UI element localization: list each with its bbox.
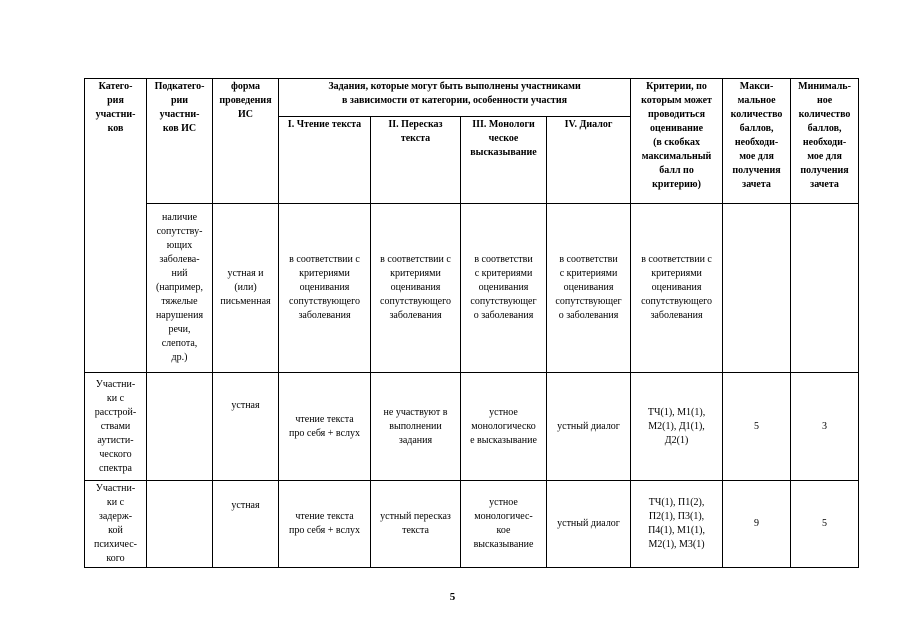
cell-form: устная и (или) письменная [213, 204, 279, 373]
cell-task-dialogue: устный диалог [547, 373, 631, 481]
assessment-table [84, 78, 859, 568]
cell-min-score: 5 [791, 481, 859, 568]
header-subcategory: Подкатего- рии участни- ков ИС [147, 79, 213, 204]
header-task-retelling: II. Пересказ текста [371, 117, 461, 204]
header-tasks-group: Задания, которые могут быть выполнены участниками в зависимости от категории, особенности участия [279, 79, 631, 117]
header-task-monologue: III. Монологи ческое высказывание [461, 117, 547, 204]
header-row-1 [85, 79, 859, 117]
cell-task-monologue: устное монологичес- кое высказывание [461, 481, 547, 568]
cell-min-score: 3 [791, 373, 859, 481]
cell-form: устная [213, 481, 279, 568]
cell-min-score [791, 204, 859, 373]
cell-criteria: ТЧ(1), М1(1), М2(1), Д1(1), Д2(1) [631, 373, 723, 481]
cell-task-dialogue: устный диалог [547, 481, 631, 568]
cell-task-reading: в соответствии с критериями оценивания сопутствующего заболевания [279, 204, 371, 373]
header-task-dialogue: IV. Диалог [547, 117, 631, 204]
cell-subcategory: наличие сопутству- ющих заболева- ний (например, тяжелые нарушения речи, слепота, др.) [147, 204, 213, 373]
table-row-autism [85, 373, 859, 481]
header-form: форма проведения ИС [213, 79, 279, 204]
cell-category: Участни- ки с задерж- кой психичес- кого [85, 481, 147, 568]
cell-task-retelling: устный пересказ текста [371, 481, 461, 568]
table-row-comorbidities [85, 204, 859, 373]
cell-category: Участни- ки с расстрой- ствами аутисти- ческого спектра [85, 373, 147, 481]
cell-criteria: в соответствии с критериями оценивания сопутствующего заболевания [631, 204, 723, 373]
header-task-reading: I. Чтение текста [279, 117, 371, 204]
header-criteria: Критерии, по которым может проводиться оценивание (в скобках максимальный балл по критерию) [631, 79, 723, 204]
table-row-delay [85, 481, 859, 568]
page-number: 5 [449, 591, 456, 603]
cell-criteria: ТЧ(1), П1(2), П2(1), П3(1), П4(1), М1(1), М2(1), М3(1) [631, 481, 723, 568]
cell-task-reading: чтение текста про себя + вслух [279, 373, 371, 481]
cell-task-monologue: в соответстви с критериями оценивания сопутствующег о заболевания [461, 204, 547, 373]
cell-task-dialogue: в соответстви с критериями оценивания сопутствующег о заболевания [547, 204, 631, 373]
cell-task-monologue: устное монологическо е высказывание [461, 373, 547, 481]
header-category: Катего- рия участни- ков [85, 79, 147, 373]
cell-subcategory [147, 481, 213, 568]
header-min-score: Минималь- ное количество баллов, необходи- мое для получения зачета [791, 79, 859, 204]
cell-form: устная [213, 373, 279, 481]
header-max-score: Макси- мальное количество баллов, необходи- мое для получения зачета [723, 79, 791, 204]
cell-max-score: 9 [723, 481, 791, 568]
cell-max-score: 5 [723, 373, 791, 481]
cell-task-retelling: в соответствии с критериями оценивания сопутствующего заболевания [371, 204, 461, 373]
cell-subcategory [147, 373, 213, 481]
cell-task-retelling: не участвуют в выполнении задания [371, 373, 461, 481]
cell-task-reading: чтение текста про себя + вслух [279, 481, 371, 568]
cell-max-score [723, 204, 791, 373]
